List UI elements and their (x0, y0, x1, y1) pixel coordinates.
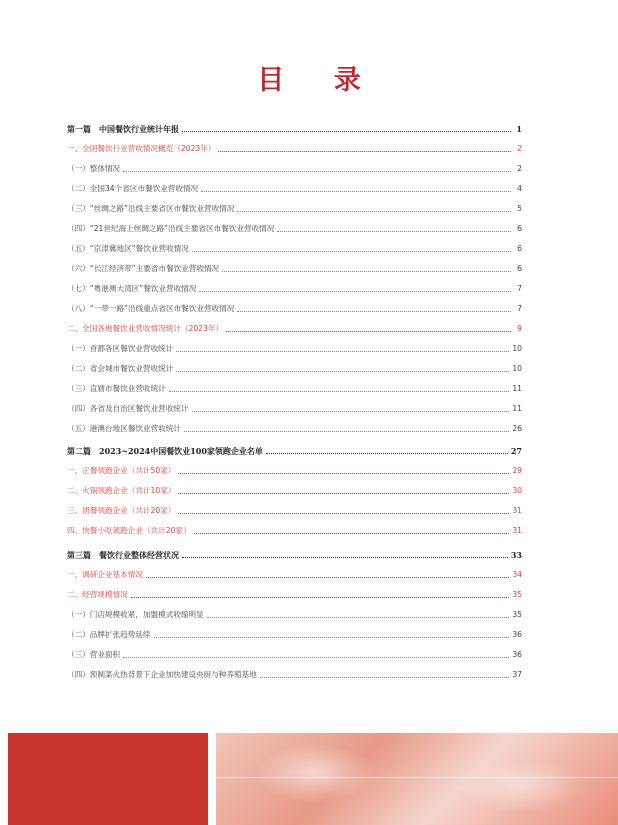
toc-subsection-entry[interactable] (67, 362, 522, 376)
toc-section-entry[interactable] (67, 568, 522, 582)
page-title: 目 录 (257, 65, 381, 96)
toc-page-number: 7 (517, 284, 522, 293)
toc-subsection-entry[interactable] (67, 262, 522, 276)
toc-subsection-entry[interactable] (67, 222, 522, 236)
toc-section-entry[interactable] (67, 142, 522, 156)
toc-leader-dots (146, 577, 509, 578)
toc-part-entry[interactable] (67, 122, 522, 136)
toc-leader-dots (184, 431, 509, 432)
toc-page-number: 5 (517, 204, 522, 213)
toc-entry-label: （一）整体情况 (67, 164, 121, 173)
toc-page-number: 30 (512, 486, 522, 495)
toc-section-entry[interactable] (67, 524, 522, 538)
toc-subsection-entry[interactable] (67, 242, 522, 256)
toc-subsection-entry[interactable] (67, 628, 522, 642)
toc-leader-dots (260, 677, 509, 678)
toc-leader-dots (199, 291, 511, 292)
toc-page-number: 33 (510, 550, 522, 560)
toc-page-number: 31 (512, 506, 522, 515)
toc-leader-dots (178, 513, 509, 514)
toc-page-number: 29 (512, 466, 522, 475)
toc-page-number: 11 (512, 404, 522, 413)
toc-section-entry[interactable] (67, 484, 522, 498)
toc-leader-dots (207, 617, 510, 618)
toc-leader-dots (182, 131, 511, 132)
toc-section-entry[interactable] (67, 322, 522, 336)
toc-leader-dots (277, 231, 511, 232)
toc-leader-dots (237, 311, 511, 312)
toc-page-number: 35 (512, 590, 522, 599)
footer-red-block (8, 733, 208, 825)
toc-part-entry[interactable] (67, 444, 522, 458)
toc-entry-label: （三）直辖市餐饮业营收统计 (67, 384, 166, 393)
toc-section-entry[interactable] (67, 504, 522, 518)
toc-subsection-entry[interactable] (67, 382, 522, 396)
toc-entry-label: 一、调研企业基本情况 (67, 570, 143, 579)
toc-leader-dots (131, 597, 510, 598)
toc-entry-label: （二）全国34个省区市餐饮业营收情况 (67, 184, 199, 193)
toc-subsection-entry[interactable] (67, 608, 522, 622)
toc-leader-dots (176, 351, 509, 352)
toc-entry-label: 一、全国餐饮行业营收情况概览（2023年） (67, 144, 216, 153)
toc-page-number: 6 (517, 264, 522, 273)
toc-leader-dots (201, 191, 511, 192)
toc-leader-dots (192, 251, 511, 252)
toc-leader-dots (182, 557, 508, 558)
toc-subsection-entry[interactable] (67, 402, 522, 416)
toc-page-number: 26 (512, 424, 522, 433)
toc-entry-label: 二、经营规模情况 (67, 590, 128, 599)
toc-page-number: 36 (512, 650, 522, 659)
toc-leader-dots (192, 411, 510, 412)
toc-subsection-entry[interactable] (67, 202, 522, 216)
toc-entry-label: （五）港澳台地区餐饮业营收统计 (67, 424, 181, 433)
toc-entry-label: （四）预制菜火热背景下企业加快建设央厨与种养殖基地 (67, 670, 257, 679)
toc-leader-dots (178, 493, 509, 494)
toc-subsection-entry[interactable] (67, 182, 522, 196)
toc-entry-label: 第三篇 餐饮行业整体经营状况 (67, 550, 179, 560)
toc-page-number: 34 (512, 570, 522, 579)
toc-entry-label: 第二篇 2023~2024中国餐饮业100家领跑企业名单 (67, 446, 263, 456)
toc-leader-dots (123, 171, 511, 172)
toc-entry-label: （一）首都各区餐饮业营收统计 (67, 344, 174, 353)
toc-page-number: 6 (517, 244, 522, 253)
toc-leader-dots (237, 211, 511, 212)
toc-subsection-entry[interactable] (67, 648, 522, 662)
toc-page-number: 4 (517, 184, 522, 193)
toc-entry-label: （五）“京津冀地区”餐饮业营收情况 (67, 244, 189, 253)
toc-entry-label: 三、团餐领跑企业（共计20家） (67, 506, 176, 515)
toc-section-entry[interactable] (67, 464, 522, 478)
toc-entry-label: （二）省会城市餐饮业营收统计 (67, 364, 174, 373)
toc-entry-label: 一、正餐领跑企业（共计50家） (67, 466, 176, 475)
toc-leader-dots (176, 371, 509, 372)
toc-entry-label: （六）“长江经济带”主要省市餐饮业营收情况 (67, 264, 220, 273)
toc-part-entry[interactable] (67, 548, 522, 562)
toc-entry-label: 四、快餐小吃领跑企业（共计20家） (67, 526, 191, 535)
toc-page-number: 10 (512, 364, 522, 373)
toc-leader-dots (123, 657, 509, 658)
toc-entry-label: （三）营业面积 (67, 650, 121, 659)
toc-page-number: 2 (517, 164, 522, 173)
toc-page-number: 7 (517, 304, 522, 313)
toc-page-number: 6 (517, 224, 522, 233)
toc-section-entry[interactable] (67, 588, 522, 602)
toc-page-number: 11 (512, 384, 522, 393)
toc-entry-label: （七）“粤港澳大湾区”餐饮业营收情况 (67, 284, 197, 293)
toc-subsection-entry[interactable] (67, 668, 522, 682)
toc-page-number: 35 (512, 610, 522, 619)
toc-page-number: 31 (512, 526, 522, 535)
toc-subsection-entry[interactable] (67, 422, 522, 436)
toc-entry-label: 二、火锅领跑企业（共计10家） (67, 486, 176, 495)
toc-entry-label: 二、全国各地餐饮业营收情况统计（2023年） (67, 324, 224, 333)
toc-leader-dots (218, 151, 511, 152)
toc-entry-label: （二）品牌扩张趋势延续 (67, 630, 151, 639)
toc-leader-dots (194, 533, 510, 534)
toc-entry-label: （八）“一带一路”沿线重点省区市餐饮业营收情况 (67, 304, 235, 313)
toc-page-number: 2 (517, 144, 522, 153)
toc-page-number: 27 (510, 446, 522, 456)
toc-entry-label: 第一篇 中国餐饮行业统计年报 (67, 124, 179, 134)
toc-subsection-entry[interactable] (67, 342, 522, 356)
toc-subsection-entry[interactable] (67, 302, 522, 316)
toc-page-number: 9 (517, 324, 522, 333)
toc-page-number: 36 (512, 630, 522, 639)
toc-entry-label: （三）“丝绸之路”沿线主要省区市餐饮业营收情况 (67, 204, 235, 213)
toc-leader-dots (226, 331, 511, 332)
toc-page-number: 10 (512, 344, 522, 353)
toc-leader-dots (154, 637, 510, 638)
toc-subsection-entry[interactable] (67, 282, 522, 296)
toc-leader-dots (178, 473, 509, 474)
toc-leader-dots (169, 391, 510, 392)
toc-leader-dots (266, 453, 508, 454)
footer-photo-banner (216, 733, 618, 825)
toc-entry-label: （一）门店规模收紧，加盟模式收缩明显 (67, 610, 204, 619)
toc-page-number: 37 (512, 670, 522, 679)
toc-entry-label: （四）“21世纪海上丝绸之路”沿线主要省区市餐饮业营收情况 (67, 224, 275, 233)
toc-subsection-entry[interactable] (67, 162, 522, 176)
toc-leader-dots (222, 271, 511, 272)
toc-page-number: 1 (516, 124, 522, 134)
toc-entry-label: （四）各省及自治区餐饮业营收统计 (67, 404, 189, 413)
